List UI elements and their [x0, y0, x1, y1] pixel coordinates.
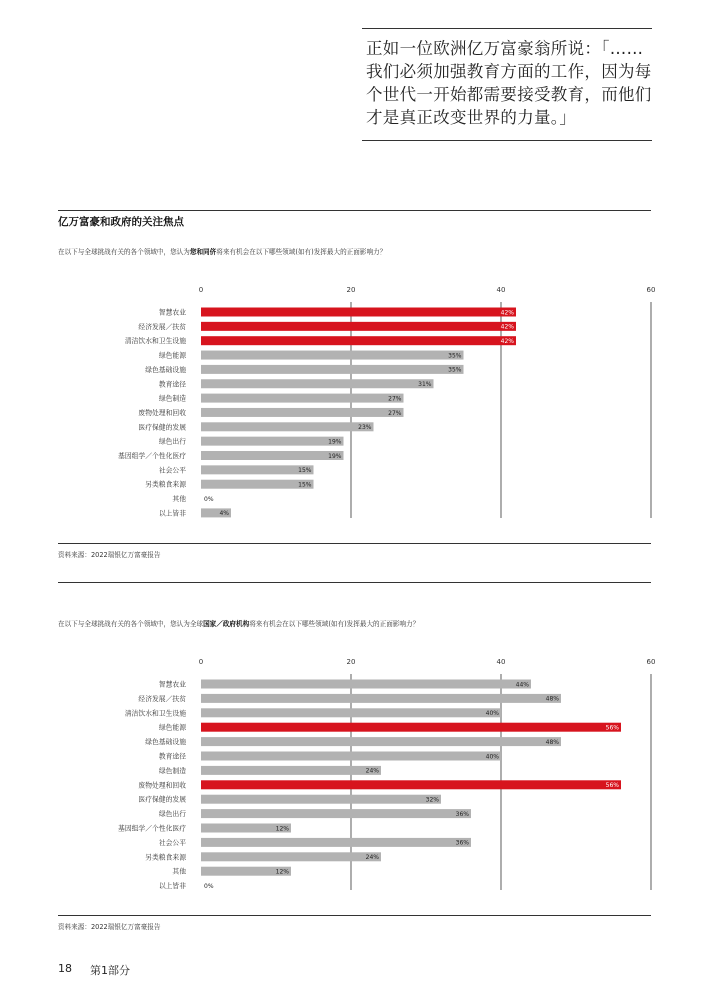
section-rule-2: [58, 582, 651, 583]
chart-1: [0, 280, 710, 525]
section-title: 亿万富豪和政府的关注焦点: [58, 216, 184, 228]
chart-2-tick-label: 20: [346, 658, 356, 666]
chart-1-category-label: 清洁饮水和卫生设施: [124, 337, 186, 346]
chart-1-tick-label: 20: [346, 286, 356, 294]
chart-1-category-label: 医疗保健的发展: [138, 423, 186, 432]
chart-1-bar: [201, 379, 434, 388]
chart-1-category-label: 经济发展／扶贫: [138, 322, 186, 331]
chart-1-category-label: 另类粮食来源: [145, 480, 186, 489]
part-label: 第1部分: [90, 964, 130, 977]
chart-2-value-label: 48%: [545, 738, 559, 746]
chart-2: [0, 652, 710, 892]
chart-2-value-label: 32%: [425, 796, 439, 804]
chart-1-tick-label: 60: [646, 286, 656, 294]
chart-1-source: 资料来源：2022瑞银亿万富豪报告: [58, 551, 161, 559]
chart-2-category-label: 基因组学／个性化医疗: [118, 824, 186, 833]
chart-1-category-label: 绿色制造: [158, 394, 186, 403]
chart-1-category-label: 废物处理和回收: [138, 408, 186, 417]
chart-2-value-label: 48%: [545, 695, 559, 703]
chart-1-bar: [201, 480, 314, 489]
chart-1-bar: [201, 451, 344, 460]
chart-2-value-label: 0%: [204, 882, 214, 890]
section-rule-top: [58, 210, 651, 211]
chart-2-value-label: 12%: [275, 825, 289, 833]
chart-1-value-label: 4%: [219, 510, 229, 518]
chart-2-bar: [201, 795, 441, 804]
chart-1-category-label: 社会公平: [158, 466, 186, 475]
chart-1-category-label: 绿色出行: [158, 437, 186, 446]
chart-1-value-label: 15%: [298, 467, 312, 475]
chart-2-value-label: 44%: [515, 681, 529, 689]
chart-1-bar: [201, 408, 404, 417]
chart-1-value-label: 42%: [500, 338, 514, 345]
chart-1-value-label: 19%: [328, 452, 342, 460]
chart-2-tick-label: 40: [496, 658, 506, 666]
chart-1-tick-label: 0: [198, 286, 204, 294]
chart-2-source-rule: [58, 915, 651, 916]
chart-2-tick-label: 0: [198, 658, 204, 666]
chart-1-category-label: 智慧农业: [158, 308, 186, 317]
chart-2-category-label: 其他: [172, 867, 186, 876]
chart-1-bar: [201, 322, 516, 331]
chart-2-source: 资料来源：2022瑞银亿万富豪报告: [58, 923, 161, 931]
chart-2-category-label: 另类粮食来源: [145, 853, 186, 862]
chart-2-value-label: 36%: [455, 810, 469, 818]
page-number: 18: [58, 962, 72, 975]
chart-2-bar: [201, 780, 621, 789]
chart-2-category-label: 医疗保健的发展: [138, 795, 186, 804]
chart-2-category-label: 废物处理和回收: [138, 781, 186, 790]
chart-1-bar: [201, 422, 374, 431]
chart-1-value-label: 35%: [448, 366, 462, 374]
chart-1-bar: [201, 437, 344, 446]
chart-1-category-label: 以上皆非: [158, 509, 186, 518]
chart-2-category-label: 绿色出行: [158, 810, 186, 819]
chart-2-value-label: 36%: [455, 839, 469, 847]
chart-2-bar: [201, 708, 501, 717]
chart-2-bar: [201, 723, 621, 732]
quote-text: 正如一位欧洲亿万富豪翁所说：「……我们必须加强教育方面的工作，因为每个世代一开始都需要接受教育，而他们才是真正改变世界的力量。」: [366, 39, 652, 127]
chart-2-value-label: 24%: [365, 767, 379, 775]
chart-2-bar: [201, 694, 561, 703]
chart-2-category-label: 绿色制造: [158, 766, 186, 775]
chart-2-value-label: 24%: [365, 854, 379, 862]
chart-1-value-label: 42%: [500, 323, 514, 331]
chart-2-bar: [201, 680, 531, 689]
chart-2-value-label: 40%: [485, 753, 499, 761]
chart-1-value-label: 35%: [448, 352, 462, 360]
chart-1-category-label: 教育途径: [158, 380, 186, 389]
quote-block: [362, 28, 652, 141]
chart-1-bar: [201, 365, 464, 374]
chart-1-source-rule: [58, 543, 651, 544]
chart-1-value-label: 15%: [298, 481, 312, 489]
chart-1-value-label: 27%: [388, 409, 402, 417]
chart-1-bar: [201, 308, 516, 317]
chart-2-category-label: 以上皆非: [158, 882, 186, 891]
chart-2-bar: [201, 809, 471, 818]
chart-1-bar: [201, 394, 404, 403]
chart-2-category-label: 绿色基础设施: [145, 738, 186, 747]
chart-1-value-label: 0%: [204, 495, 214, 503]
chart-1-value-label: 19%: [328, 438, 342, 446]
chart-1-bar: [201, 465, 314, 474]
chart-2-value-label: 56%: [605, 724, 619, 732]
chart-2-tick-label: 60: [646, 658, 656, 666]
chart-1-tick-label: 40: [496, 286, 506, 294]
chart-1-bar: [201, 336, 516, 345]
chart-1-value-label: 23%: [358, 424, 372, 432]
chart-2-bar: [201, 752, 501, 761]
chart-2-bar: [201, 852, 381, 861]
chart-1-category-label: 绿色基础设施: [145, 365, 186, 374]
chart-2-category-label: 智慧农业: [158, 680, 186, 689]
chart-2-category-label: 教育途径: [158, 752, 186, 761]
chart-2-bar: [201, 766, 381, 775]
chart-1-value-label: 27%: [388, 395, 402, 403]
chart-2-value-label: 12%: [275, 868, 289, 876]
chart-1-category-label: 绿色能源: [158, 351, 186, 360]
chart-1-question: 在以下与全球挑战有关的各个领域中，您认为您和同侪将来有机会在以下哪些领域(如有)发挥最大的正面影响力？: [58, 248, 387, 256]
chart-2-category-label: 绿色能源: [158, 723, 186, 732]
chart-2-question: 在以下与全球挑战有关的各个领域中，您认为全球国家／政府机构将来有机会在以下哪些领域(如有)发挥最大的正面影响力？: [58, 620, 420, 628]
chart-2-bar: [201, 737, 561, 746]
chart-1-value-label: 31%: [418, 381, 432, 389]
chart-2-bar: [201, 838, 471, 847]
chart-2-value-label: 40%: [485, 710, 499, 718]
chart-1-category-label: 基因组学／个性化医疗: [118, 452, 186, 460]
chart-1-category-label: 其他: [172, 495, 186, 504]
chart-2-category-label: 社会公平: [158, 838, 186, 847]
chart-2-category-label: 经济发展／扶贫: [138, 694, 186, 703]
chart-1-value-label: 42%: [500, 309, 514, 317]
chart-2-value-label: 56%: [605, 782, 619, 790]
chart-2-category-label: 清洁饮水和卫生设施: [124, 709, 186, 718]
chart-1-bar: [201, 351, 464, 360]
